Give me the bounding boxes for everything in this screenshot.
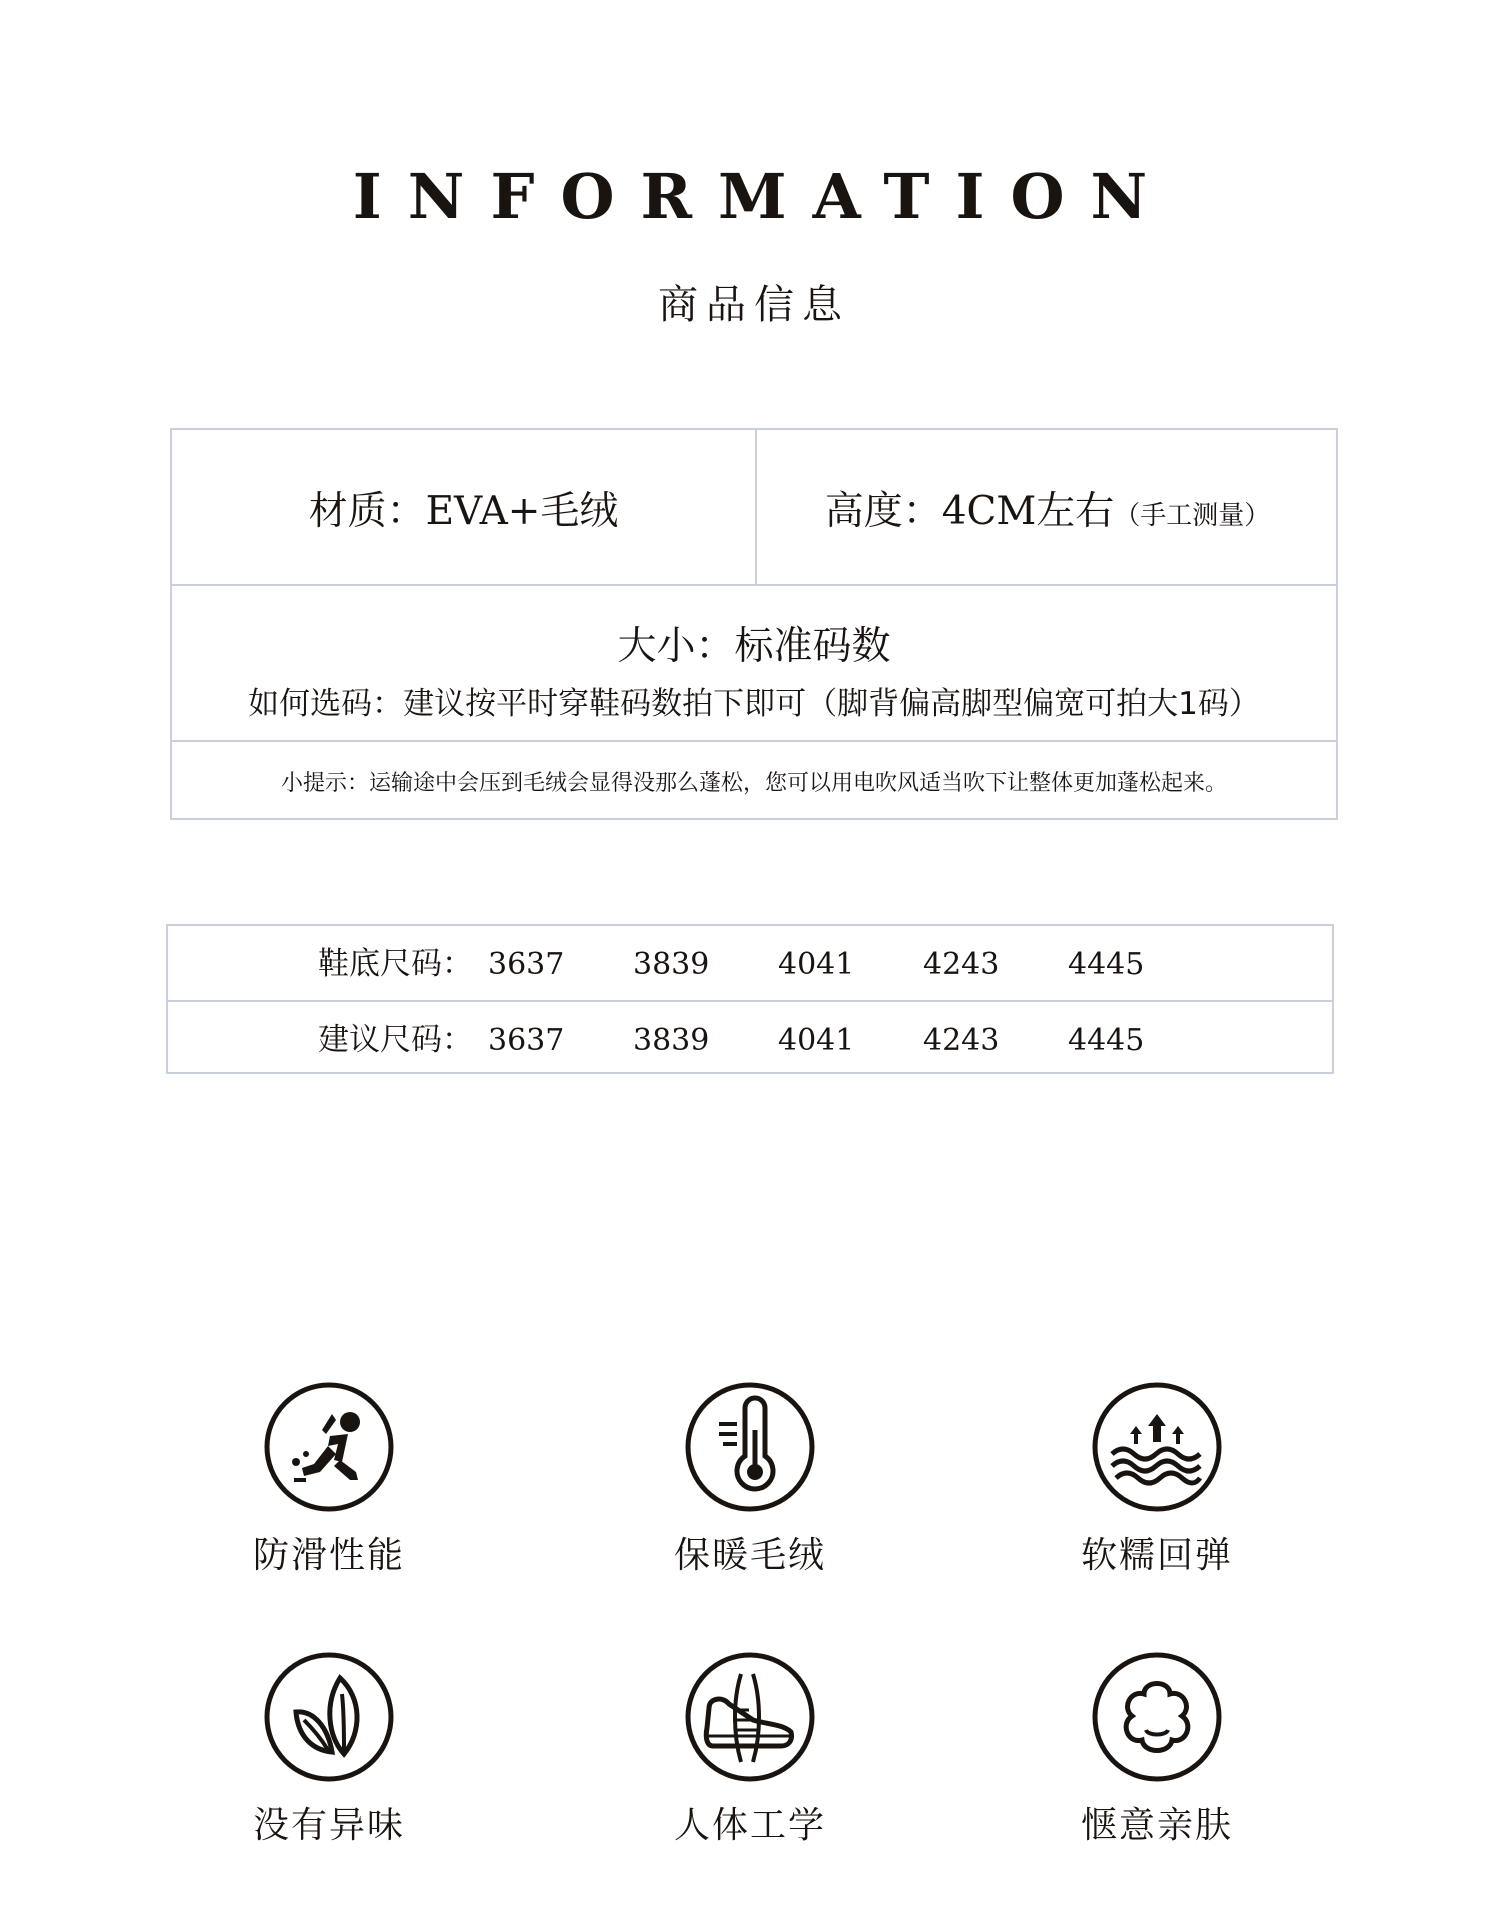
product-info-table (170, 428, 1338, 820)
height-cell (757, 480, 1338, 536)
tip-cell (172, 766, 1336, 797)
divider (172, 740, 1336, 742)
page-subtitle: 商品信息 (658, 282, 850, 328)
thermometer-icon (683, 1380, 817, 1514)
feature-no-odor (199, 1650, 459, 1848)
material-text: 材质：EVA+毛绒 (308, 489, 619, 534)
tip-text: 小提示：运输途中会压到毛绒会显得没那么蓬松，您可以用电吹风适当吹下让整体更加蓬松起来。 (280, 771, 1227, 796)
size-value: 3637 (488, 1023, 565, 1058)
feature-label: 没有异味 (252, 1805, 405, 1846)
feature-label: 人体工学 (673, 1805, 826, 1846)
divider (172, 584, 1336, 586)
size-value: 3839 (633, 1023, 710, 1058)
cotton-icon (1090, 1650, 1224, 1784)
size-value: 4041 (778, 1023, 855, 1058)
height-text: 高度：4CM左右 (824, 489, 1115, 534)
size-table (166, 924, 1334, 1074)
row-label: 鞋底尺码： (318, 946, 473, 982)
size-value: 4243 (923, 1023, 1000, 1058)
page-title: INFORMATION (352, 160, 1174, 233)
feature-skin-friendly (1027, 1650, 1287, 1848)
rebound-icon (1090, 1380, 1224, 1514)
size-cell (172, 615, 1336, 671)
size-value: 4041 (778, 947, 855, 982)
feature-ergonomics (620, 1650, 880, 1848)
feature-warm-plush (620, 1380, 880, 1578)
size-value: 3839 (633, 947, 710, 982)
feature-label: 保暖毛绒 (673, 1535, 826, 1576)
leaf-icon (262, 1650, 396, 1784)
size-value: 4445 (1068, 1023, 1145, 1058)
feature-soft-rebound (1027, 1380, 1287, 1578)
feature-label: 软糯回弹 (1080, 1535, 1233, 1576)
slip-icon (262, 1380, 396, 1514)
feature-label: 惬意亲肤 (1080, 1805, 1233, 1846)
feature-label: 防滑性能 (252, 1535, 405, 1576)
size-value: 4445 (1068, 947, 1145, 982)
how-to-choose-cell (172, 678, 1336, 723)
ergonomic-shoe-icon (683, 1650, 817, 1784)
table-row (168, 1000, 1332, 1076)
row-label: 建议尺码： (318, 1022, 473, 1058)
size-value: 3637 (488, 947, 565, 982)
table-row (168, 926, 1332, 1000)
size-text: 大小：标准码数 (617, 624, 891, 669)
material-cell (172, 480, 755, 536)
how-to-choose-text: 如何选码：建议按平时穿鞋码数拍下即可（脚背偏高脚型偏宽可拍大1码） (248, 686, 1260, 722)
height-note: （手工测量） (1114, 501, 1271, 531)
size-value: 4243 (923, 947, 1000, 982)
feature-anti-slip (199, 1380, 459, 1578)
